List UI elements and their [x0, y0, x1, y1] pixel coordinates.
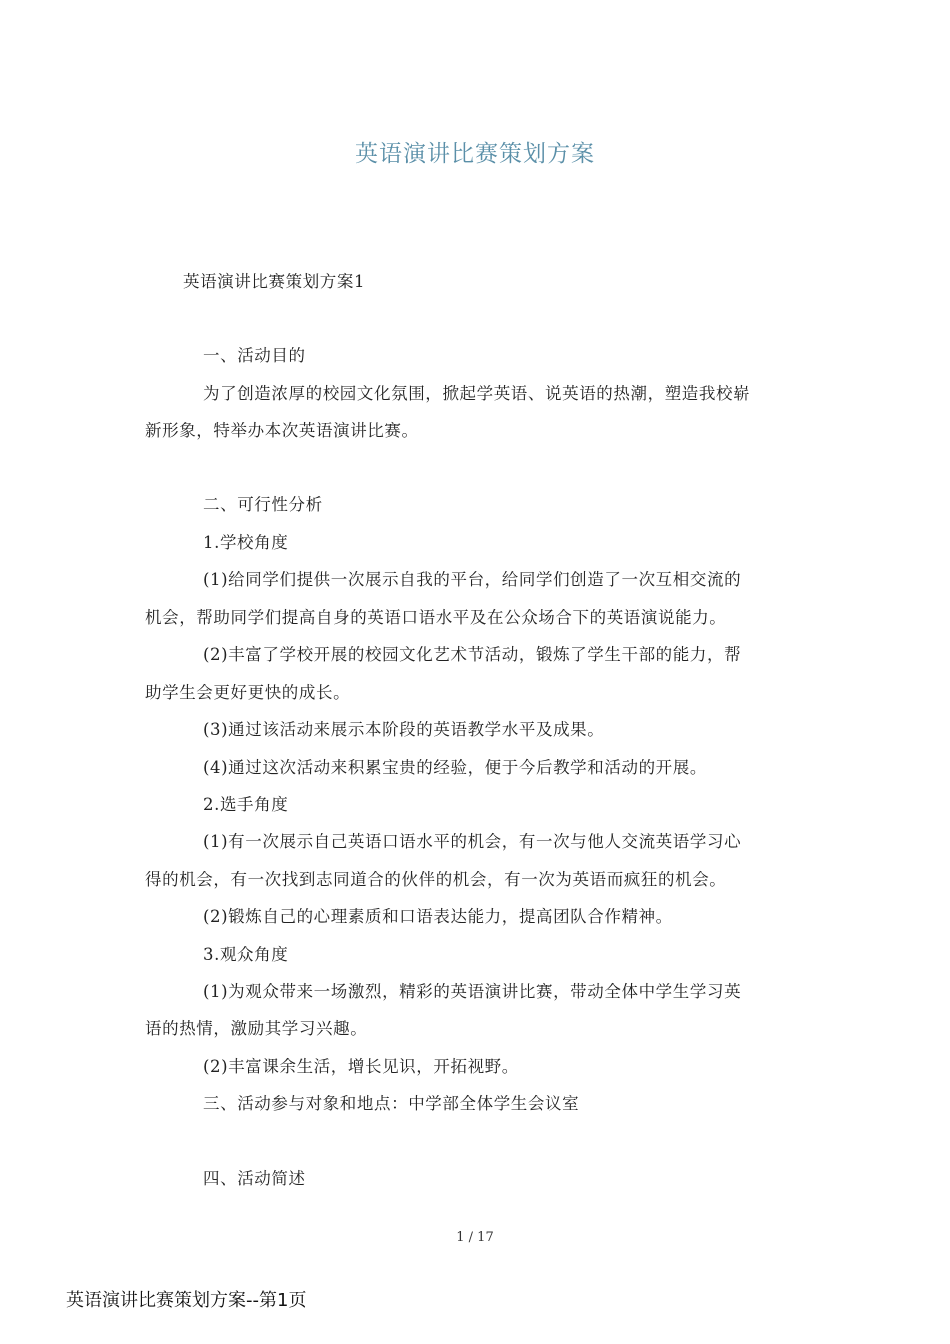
- section-heading: 四、活动简述: [203, 1169, 306, 1188]
- paragraph-line: 为了创造浓厚的校园文化氛围，掀起学英语、说英语的热潮，塑造我校崭: [203, 384, 751, 403]
- page-indicator: 1 / 17: [456, 1230, 494, 1245]
- section-heading: 一、活动目的: [203, 346, 306, 365]
- paragraph-line: (4)通过这次活动来积累宝贵的经验，便于今后教学和活动的开展。: [203, 758, 707, 777]
- paragraph-line: (2)丰富了学校开展的校园文化艺术节活动，锻炼了学生干部的能力，帮: [203, 645, 742, 664]
- paragraph-line: (2)锻炼自己的心理素质和口语表达能力，提高团队合作精神。: [203, 907, 673, 926]
- section-heading: 二、可行性分析: [203, 495, 323, 514]
- subtitle: 英语演讲比赛策划方案1: [183, 272, 366, 291]
- section-heading: 三、活动参与对象和地点：中学部全体学生会议室: [203, 1094, 580, 1113]
- paragraph-line: (1)有一次展示自己英语口语水平的机会，有一次与他人交流英语学习心: [203, 832, 742, 851]
- paragraph-line: (3)通过该活动来展示本阶段的英语教学水平及成果。: [203, 720, 605, 739]
- paragraph-line: 新形象，特举办本次英语演讲比赛。: [145, 421, 419, 440]
- paragraph-line: (2)丰富课余生活，增长见识，开拓视野。: [203, 1057, 519, 1076]
- paragraph-line: 助学生会更好更快的成长。: [145, 683, 351, 702]
- subsection-heading: 3.观众角度: [203, 945, 289, 964]
- paragraph-line: 得的机会，有一次找到志同道合的伙伴的机会，有一次为英语而疯狂的机会。: [145, 870, 727, 889]
- subsection-heading: 2.选手角度: [203, 795, 289, 814]
- paragraph-line: (1)为观众带来一场激烈，精彩的英语演讲比赛，带动全体中学生学习英: [203, 982, 742, 1001]
- paragraph-line: (1)给同学们提供一次展示自我的平台，给同学们创造了一次互相交流的: [203, 570, 742, 589]
- page-caption: 英语演讲比赛策划方案--第1页: [66, 1290, 307, 1311]
- document-title: 英语演讲比赛策划方案: [355, 141, 595, 167]
- paragraph-line: 语的热情，激励其学习兴趣。: [145, 1019, 368, 1038]
- subsection-heading: 1.学校角度: [203, 533, 289, 552]
- paragraph-line: 机会，帮助同学们提高自身的英语口语水平及在公众场合下的英语演说能力。: [145, 608, 727, 627]
